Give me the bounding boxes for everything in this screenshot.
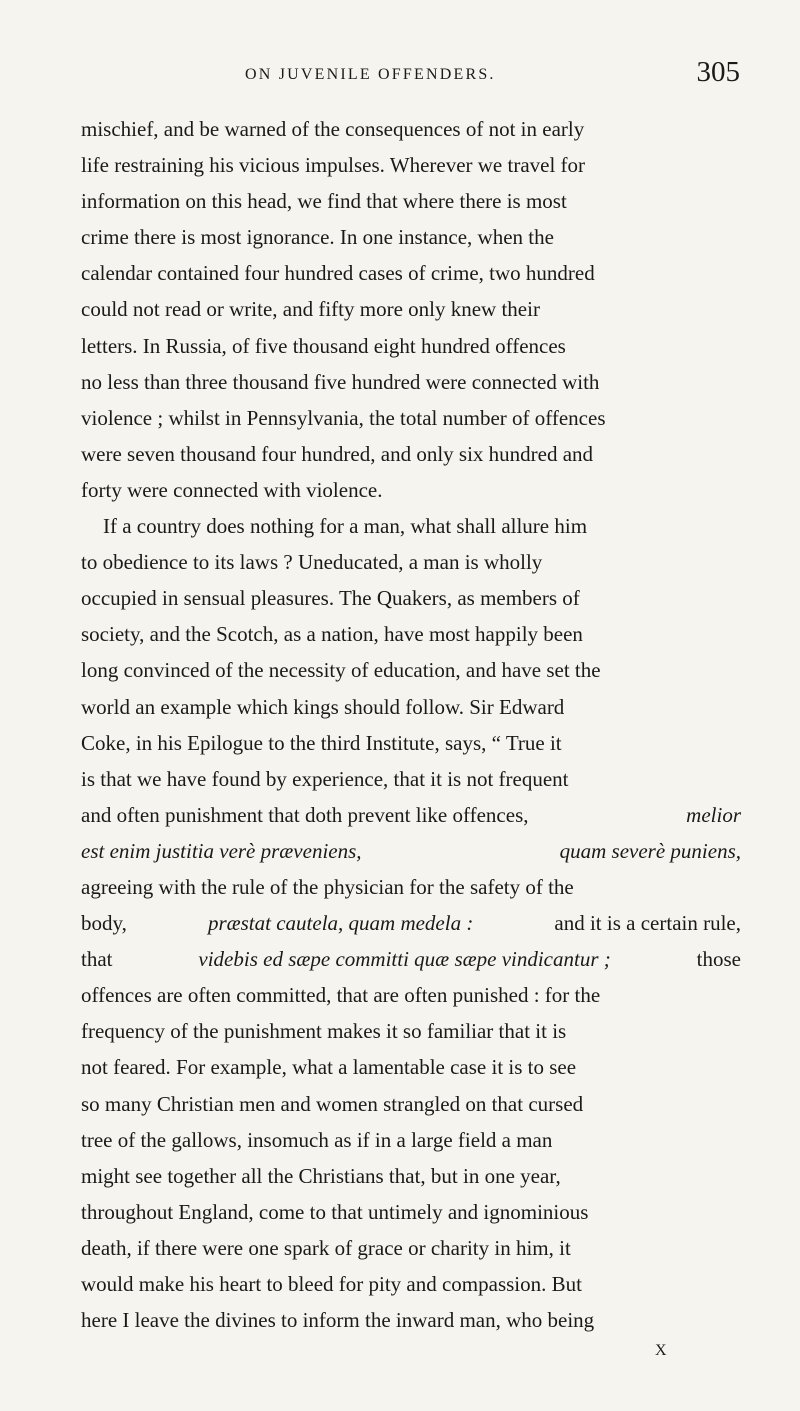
text-line-mixed — [81, 905, 741, 941]
latin-quote: videbis ed sæpe committi quæ sæpe vindicantur ; — [198, 947, 611, 972]
text-line: offences are often committed, that are often punished : for the — [81, 983, 601, 1008]
text-line-italic — [81, 833, 741, 869]
text-line: tree of the gallows, insomuch as if in a large field a man — [81, 1127, 553, 1152]
latin-quote: melior — [686, 802, 741, 827]
text-segment: and often punishment that doth prevent like offences, — [81, 802, 529, 827]
text-line: information on this head, we find that where there is most — [81, 189, 567, 214]
text-line: could not read or write, and fifty more only knew their — [81, 297, 540, 322]
text-line: throughout England, come to that untimely and ignominious — [81, 1199, 589, 1224]
text-line: mischief, and be warned of the consequences of not in early — [81, 117, 585, 141]
text-line: might see together all the Christians that, but in one year, — [81, 1163, 561, 1188]
body-text — [81, 111, 741, 1338]
latin-quote: est enim justitia verè præveniens, — [81, 838, 362, 863]
text-line: not feared. For example, what a lamentable case it is to see — [81, 1055, 577, 1080]
page-number: 305 — [696, 56, 740, 88]
text-segment: those — [696, 947, 741, 972]
text-line: frequency of the punishment makes it so familiar that it is — [81, 1019, 567, 1044]
latin-quote: quam severè puniens, — [559, 838, 741, 863]
text-line: long convinced of the necessity of education, and have set the — [81, 658, 601, 683]
text-line: calendar contained four hundred cases of crime, two hundred — [81, 261, 595, 286]
text-line: society, and the Scotch, as a nation, have most happily been — [81, 622, 583, 647]
text-line: letters. In Russia, of five thousand eight hundred offences — [81, 333, 566, 358]
text-line: to obedience to its laws ? Uneducated, a man is wholly — [81, 550, 543, 575]
text-line: no less than three thousand five hundred were connected with — [81, 369, 600, 394]
text-line: would make his heart to bleed for pity and compassion. But — [81, 1272, 582, 1296]
text-segment: that — [81, 947, 113, 972]
text-line: violence ; whilst in Pennsylvania, the total number of offences — [81, 405, 606, 430]
text-line-paragraph-end: forty were connected with violence. — [81, 477, 383, 502]
text-line-mixed — [81, 941, 741, 977]
text-line: life restraining his vicious impulses. Wherever we travel for — [81, 153, 586, 178]
text-segment: body, — [81, 911, 127, 936]
text-line: here I leave the divines to inform the inward man, who being — [81, 1308, 595, 1333]
text-line: agreeing with the rule of the physician for the safety of the — [81, 874, 574, 899]
text-line: is that we have found by experience, that it is not frequent — [81, 766, 569, 791]
text-line: death, if there were one spark of grace or charity in him, it — [81, 1235, 571, 1260]
text-line: so many Christian men and women strangled on that cursed — [81, 1091, 584, 1116]
latin-quote: præstat cautela, quam medela : — [207, 911, 474, 936]
text-line: Coke, in his Epilogue to the third Institute, says, “ True it — [81, 730, 562, 755]
text-line-mixed — [81, 797, 741, 833]
running-head — [60, 56, 740, 96]
text-segment: and it is a certain rule, — [554, 911, 741, 936]
text-line: occupied in sensual pleasures. The Quakers, as members of — [81, 586, 580, 611]
text-line: world an example which kings should follow. Sir Edward — [81, 694, 565, 719]
text-line-paragraph-start: If a country does nothing for a man, what shall allure him — [103, 514, 588, 539]
signature-mark: X — [655, 1342, 668, 1359]
text-line: crime there is most ignorance. In one instance, when the — [81, 225, 554, 250]
running-title: ON JUVENILE OFFENDERS. — [245, 66, 496, 83]
text-line: were seven thousand four hundred, and only six hundred and — [81, 441, 594, 466]
